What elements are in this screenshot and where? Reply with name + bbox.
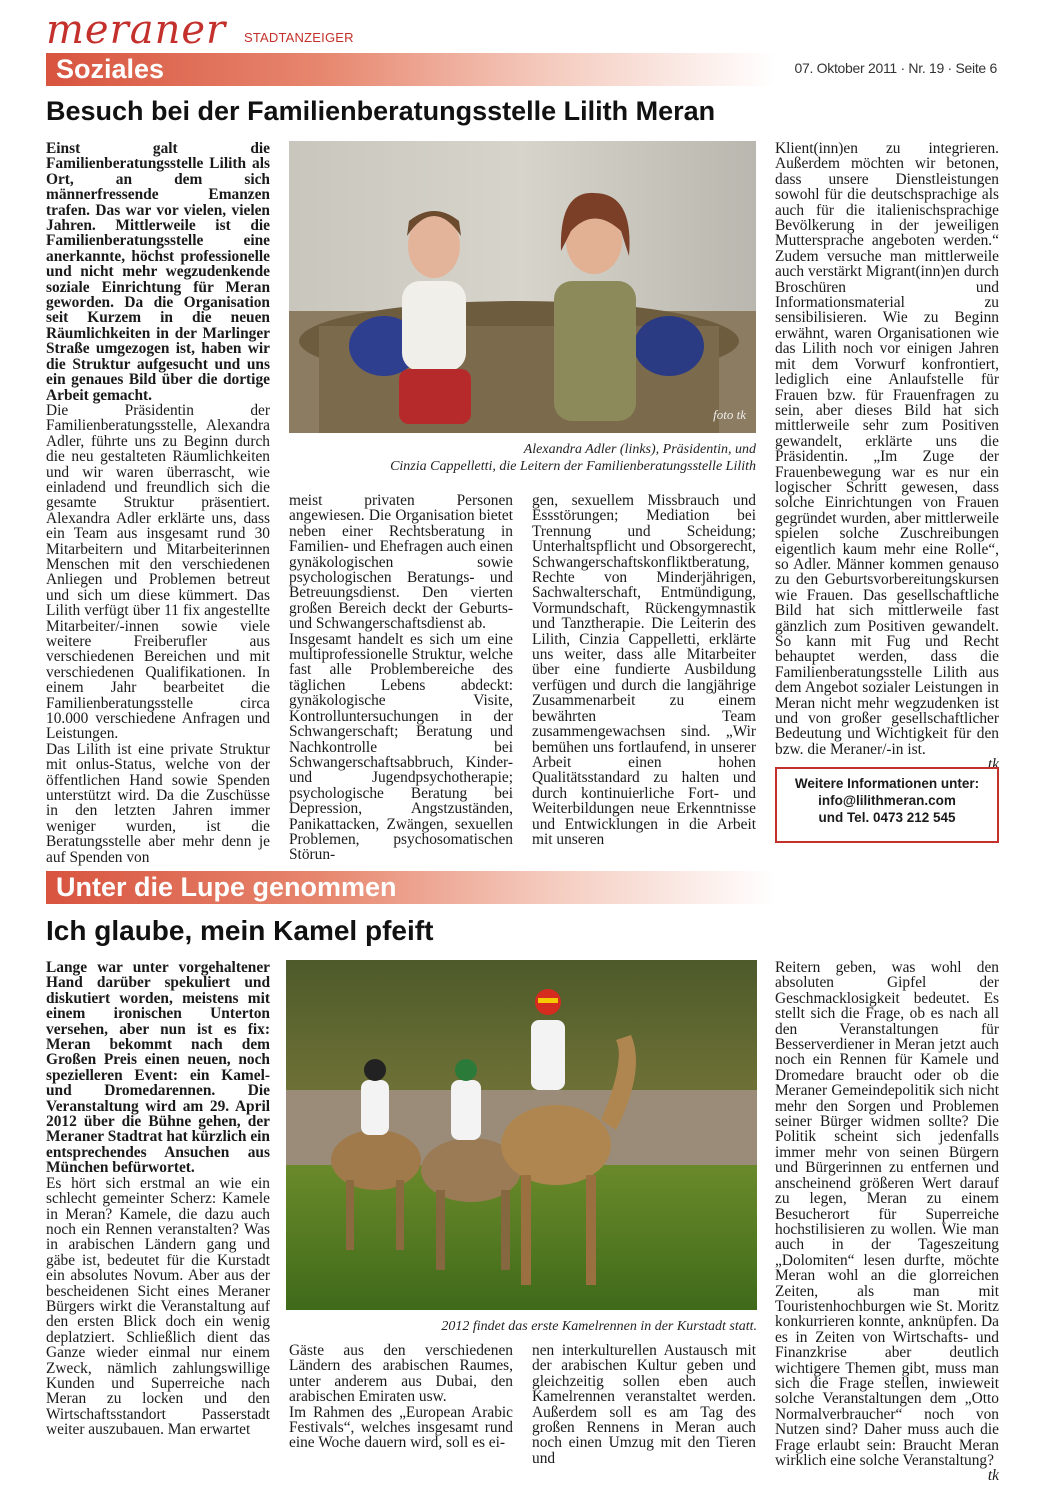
article2-column-4 <box>775 960 999 1484</box>
article2-headline: Ich glaube, mein Kamel pfeift <box>46 915 434 946</box>
section-title: Soziales <box>56 54 165 84</box>
article2-paragraph: Im Rahmen des „European Arabic Festivals“, welches insgesamt rund eine Woche dauern wird, soll es ei- <box>289 1403 513 1452</box>
photo-credit: foto tk <box>713 407 746 422</box>
article2-caption: 2012 findet das erste Kamelrennen in der Kurstadt statt. <box>441 1319 757 1334</box>
section-banner-soziales <box>46 53 776 86</box>
article1-caption <box>289 441 756 475</box>
article1-column-1 <box>46 141 270 865</box>
article1-paragraph: meist privaten Personen angewiesen. Die Organisation bietet neben einer Rechtsberatung in Familien- und Ehefragen auch einen gynäkologischen sowie psychologischen Beratungs- und Betreuungsdienst. Den vierten großen Bereich deckt der Geburts- und Schwangerschaftsdienst ab. <box>289 492 513 633</box>
article1-lead: Einst galt die Familienberatungsstelle Lilith als Ort, an dem sich männerfressende Emanzen trafen. Das war vor vielen, vielen Jahren. Mittlerweile ist die Familienberatungsstelle eine anerkannte, höchst professionelle und nicht mehr wegzudenkende soziale Einrichtung für Meran geworden. Da die Organisation seit Kurzem in die neuen Räumlichkeiten in der Marlinger Straße umgezogen ist, haben wir die Struktur aufgesucht und uns ein genaues Bild über die dortige Arbeit gemacht. <box>46 140 270 404</box>
article1-paragraph: Insgesamt handelt es sich um eine multiprofessionelle Struktur, welche fast alle Problembereiche des täglichen Lebens abdeckt: gynäkologische Visite, Kontrolluntersuchungen in der Schwangerschaft; Beratung und Nachkontrolle bei Schwangerschaftsabbruch, Kinder- und Jugendpsychotherapie; psychologische Beratung bei Depression, Angstzuständen, Panikattacken, Zwängen, sexuellen Problemen, psychosomatischen Störun- <box>289 630 513 864</box>
article1-paragraph: Klient(inn)en zu integrieren. Außerdem möchten wir betonen, dass unsere Dienstleistungen sowohl für die deutschsprachige als auch für die italienischsprachige Bevölkerung in der jeweiligen Muttersprache angeboten werden.“ Zudem versuche man mittlerweile auch verstärkt Migrant(inn)en durch Broschüren und Informationsmaterial zu sensibilisieren. Wie zu Beginn erwähnt, waren Organisationen wie das Lilith noch vor einigen Jahren mit dem Vorwurf konfrontiert, lediglich eine Anlaufstelle für Frauen bzw. für Frauenfragen zu sein, aber dieses Bild hat sich mittlerweile sehr zum Positiven gewandelt, erklärte uns die Präsidentin. „Im Zuge der Frauenbewegung war es nur ein logischer Schritt gewesen, dass solche Einrichtungen von Frauen gegründet wurden, aber mittlerweile spielen solche Zuschreibungen eigentlich kaum mehr eine Rolle“, so Adler. Männer kommen genauso zu den Geburtsvorbereitungskursen wie Frauen. Das gesellschaftliche Bild hat sich mittlerweile fast gänzlich zum Positiven gewandelt. So kann mit Fug und Recht behauptet werden, dass die Familienberatungsstelle Lilith aus dem Angebot sozialer Leistungen in Meran nicht mehr wegzudenken ist und von großer gesellschaftlicher Bedeutung und Wichtigkeit für den bzw. die Meraner/-in ist. <box>775 140 999 758</box>
article2-column-3 <box>532 1343 756 1466</box>
photo-camel-race <box>286 960 757 1310</box>
article2-author: tk <box>987 1467 999 1485</box>
caption-line: Alexandra Adler (links), Präsidentin, und <box>523 442 756 457</box>
masthead-logo: meraner <box>46 7 227 53</box>
article2-paragraph: Reitern geben, was wohl den absoluten Gipfel der Geschmacklosigkeit bedeutet. Es stellt sich die Frage, ob es nach all den Veranstaltungen für Besserverdiener in Meran jetzt auch noch ein Rennen für Kamele und Dromedare braucht oder ob die Meraner Gemeindepolitik sich nicht mehr den Sorgen und Problemen seiner Bürger widmen sollte? Die Politik scheint sich jedenfalls immer mehr von seinen Bürgern und Bürgerinnen zu entfernen und anscheinend größeren Wert darauf zu legen, Meran zu einem Besucherort für Superreiche hochstilisieren zu wollen. Wie man auch in der Tageszeitung „Dolomiten“ lesen durfte, möchte Meran wohl an die glorreichen Zeiten, als man mit Touristenhochburgen wie St. Moritz konkurrieren konnte, anknüpfen. Da es in Zeiten von Wirtschafts- und Finanzkrise aber deutlich wichtigere Themen gibt, muss man sich die Frage stellen, inwieweit solche Veranstaltungen dem „Otto Normalverbraucher“ noch von Nutzen sind? Daher muss auch die Frage erlaubt sein: Braucht Meran wirklich eine solche Veranstaltung? <box>775 959 999 1469</box>
masthead <box>46 7 354 53</box>
article1-column-4 <box>775 141 999 773</box>
article1-paragraph: gen, sexuellem Missbrauch und Essstörungen; Mediation bei Trennung und Scheidung; Unterhaltspflicht und Obsorgerecht, Schwangerschaftskonfliktberatung, Rechte von Minderjährigen, Sachwalterschaft, Entmündigung, Vormundschaft, Rückengymnastik und Tanztherapie. Die Leiterin des Lilith, Cinzia Cappelletti, erklärte uns weiter, dass alle Mitarbeiter über eine fundierte Ausbildung verfügen und durch die langjährige Zusammenarbeit zu einem bewährten Team zusammengewachsen sind. „Wir bemühen uns fortlaufend, in unserer Arbeit einen hohen Qualitätsstandard zu halten und durch kontinuierliche Fort- und Weiterbildungen neue Erkenntnisse und Entwicklungen in die Arbeit mit unseren <box>532 492 756 848</box>
infobox-email: info@lilithmeran.com <box>818 793 956 808</box>
article2-photo <box>286 960 757 1310</box>
section-banner-lupe <box>46 871 776 904</box>
article1-paragraph: Die Präsidentin der Familienberatungsstelle, Alexandra Adler, führte uns zu Beginn durch die neu gestalteten Räumlichkeiten und wir waren überrascht, wie einladend und freundlich sich die gesamte Struktur präsentiert. Alexandra Adler erklärte uns, dass ein Team aus insgesamt rund 30 Mitarbeitern und Mitarbeiterinnen Menschen mit den verschiedenen Anliegen und Problemen betreut und sich um diese kümmert. Das Lilith verfügt über 11 fix angestellte Mitarbeiter/-innen sowie viele weitere Freiberufler aus verschiedenen Bereichen und mit verschiedenen Qualifikationen. In einem Jahr bearbeitet die Familienberatungsstelle circa 10.000 verschiedene Anfragen und Leistungen. <box>46 401 270 743</box>
article1-column-2 <box>289 493 513 863</box>
article2-lead: Lange war unter vorgehaltener Hand darüber spekuliert und diskutiert worden, meistens mit einem ironischen Unterton versehen, aber nun ist es fix: Meran bekommt nach dem Großen Preis einen neuen, noch spezielleren Event: ein Kamel- und Dromedarennen. Die Veranstaltung wird am 29. April 2012 über die Bühne gehen, der Meraner Stadtrat hat kürzlich ein entsprechendes Ansuchen aus München befürwortet. <box>46 959 270 1177</box>
section-title: Unter die Lupe genommen <box>56 872 397 902</box>
photo-two-women-on-sofa <box>289 141 756 433</box>
article1-column-3 <box>532 493 756 847</box>
article2-column-1 <box>46 960 270 1438</box>
article1-info-box <box>775 767 999 843</box>
article1-author: tk <box>987 756 999 774</box>
article1-paragraph: Das Lilith ist eine private Struktur mit onlus-Status, welche von der öffentlichen Hand sowie Spenden unterstützt wird. Da die Zuschüsse in den letzten Jahren immer weniger wurden, ist die Beratungsstelle aber mehr denn je auf Spenden von <box>46 740 270 866</box>
infobox-phone: und Tel. 0473 212 545 <box>818 810 956 825</box>
article1-photo <box>289 141 756 433</box>
article2-paragraph: Es hört sich erstmal an wie ein schlecht gemeinter Scherz: Kamele in Meran? Kamele, die dazu auch noch ein Rennen veranstalten? Was in arabischen Ländern gang und gäbe ist, bedeutet für die Kurstadt ein absolutes Novum. Aber aus der bescheidenen Sicht eines Meraner Bürgers wirkt die Veranstaltung auf den ersten Blick doch ein wenig deplatziert. Schließlich dient das Ganze wieder einmal nur einem Zweck, nämlich zahlungswillige Kunden und Superreiche nach Meran zu locken und den Wirtschaftsstandort Passerstadt weiter auszubauen. Man erwartet <box>46 1174 270 1439</box>
masthead-subtitle: STADTANZEIGER <box>244 30 354 45</box>
article1-headline: Besuch bei der Familienberatungsstelle Lilith Meran <box>46 96 716 126</box>
infobox-line: Weitere Informationen unter: <box>794 776 980 791</box>
article2-column-2 <box>289 1343 513 1451</box>
article2-paragraph: Gäste aus den verschiedenen Ländern des arabischen Raumes, unter anderem aus Dubai, den arabischen Emiraten usw. <box>289 1342 513 1406</box>
dateline: 07. Oktober 2011 · Nr. 19 · Seite 6 <box>794 60 997 76</box>
caption-line: Cinzia Cappelletti, die Leitern der Familienberatungsstelle Lilith <box>390 459 756 474</box>
article2-paragraph: nen interkulturellen Austausch mit der arabischen Kultur geben und gleichzeitig sollen eben auch Kamelrennen veranstaltet werden. Außerdem soll es am Tag des großen Rennens in Meran auch noch einen Umzug mit den Tieren und <box>532 1342 756 1467</box>
